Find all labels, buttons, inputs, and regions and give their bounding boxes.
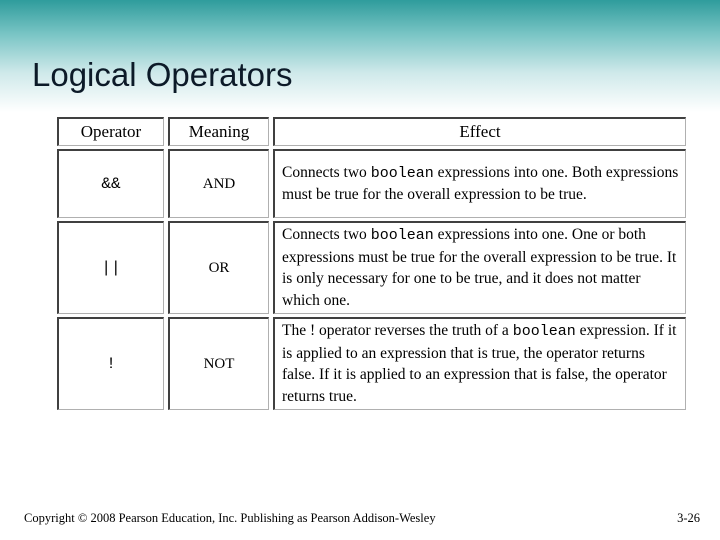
effect-not	[273, 317, 686, 410]
slide-title: Logical Operators	[32, 56, 293, 93]
footer-copyright: Copyright © 2008 Pearson Education, Inc. Publishing as Pearson Addison-Wesley	[24, 511, 436, 525]
meaning-or: OR	[168, 221, 269, 314]
effect-or-text-2: expressions into one. One or both expressions must be true for the overall expression to be true. It is only necessary for one to be true, and it does not matter which one.	[282, 226, 677, 309]
logical-operators-table	[53, 114, 690, 413]
effect-not-text-2: expression. If it is applied to an expression that is true, the operator returns false. If it is applied to an expression that is false, the operator returns true.	[282, 322, 677, 405]
operator-or: ||	[57, 221, 164, 314]
effect-not-text-1: The ! operator reverses the truth of a	[282, 322, 513, 339]
table-row-and	[57, 149, 686, 218]
effect-or-text-1: Connects two	[282, 226, 371, 243]
effect-or	[273, 221, 686, 314]
header-effect: Effect	[273, 117, 686, 146]
effect-not-keyword: boolean	[512, 323, 576, 340]
effect-and-text-1: Connects two	[282, 163, 371, 181]
effect-and-text-2: expressions into one. Both expressions must be true for the overall expression to be true.	[282, 163, 679, 203]
operator-not: !	[57, 317, 164, 410]
header-operator: Operator	[57, 117, 164, 146]
effect-and	[273, 149, 686, 218]
meaning-and: AND	[168, 149, 269, 218]
table-row-or	[57, 221, 686, 314]
effect-and-keyword: boolean	[370, 164, 434, 182]
header-meaning: Meaning	[168, 117, 269, 146]
operator-and: &&	[57, 149, 164, 218]
page-number: 3-26	[677, 511, 700, 525]
effect-or-keyword: boolean	[370, 227, 434, 244]
table-header-row	[57, 117, 686, 146]
meaning-not: NOT	[168, 317, 269, 410]
table-row-not	[57, 317, 686, 410]
